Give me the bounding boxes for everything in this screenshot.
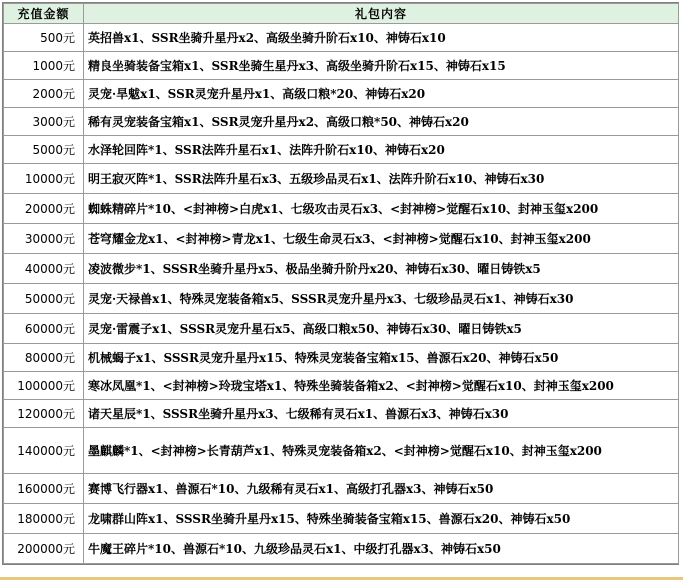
- amount-cell: 60000元: [4, 314, 84, 344]
- amount-cell: 200000元: [4, 534, 84, 564]
- content-cell: 水泽轮回阵*1、SSR法阵升星石x1、法阵升阶石x10、神铸石x20: [84, 136, 679, 164]
- content-cell: 凌波微步*1、SSSR坐骑升星丹x5、极品坐骑升阶丹x20、神铸石x30、曜日铸铁x5: [84, 254, 679, 284]
- amount-cell: 80000元: [4, 344, 84, 372]
- content-cell: 灵宠·雷震子x1、SSSR灵宠升星石x5、高级口粮x50、神铸石x30、曜日铸铁x5: [84, 314, 679, 344]
- content-cell: 稀有灵宠装备宝箱x1、SSR灵宠升星丹x2、高级口粮*50、神铸石x20: [84, 108, 679, 136]
- table-row: [4, 224, 679, 254]
- gift-pack-table-container: [2, 2, 679, 565]
- content-cell: 龙啸群山阵x1、SSSR坐骑升星丹x15、特殊坐骑装备宝箱x15、兽源石x20、神铸石x50: [84, 504, 679, 534]
- table-row: [4, 164, 679, 194]
- table-row: [4, 136, 679, 164]
- amount-cell: 180000元: [4, 504, 84, 534]
- content-cell: 赛博飞行器x1、兽源石*10、九级稀有灵石x1、高级打孔器x3、神铸石x50: [84, 474, 679, 504]
- amount-cell: 500元: [4, 24, 84, 52]
- amount-cell: 50000元: [4, 284, 84, 314]
- table-row: [4, 194, 679, 224]
- table-row: [4, 52, 679, 80]
- content-cell: 牛魔王碎片*10、兽源石*10、九级珍品灵石x1、中级打孔器x3、神铸石x50: [84, 534, 679, 564]
- amount-cell: 160000元: [4, 474, 84, 504]
- amount-cell: 40000元: [4, 254, 84, 284]
- header-amount: 充值金额: [4, 4, 84, 24]
- table-row: [4, 314, 679, 344]
- amount-cell: 10000元: [4, 164, 84, 194]
- table-row: [4, 108, 679, 136]
- content-cell: 灵宠·旱魃x1、SSR灵宠升星丹x1、高级口粮*20、神铸石x20: [84, 80, 679, 108]
- table-row: [4, 80, 679, 108]
- table-row: [4, 534, 679, 564]
- content-cell: 寒冰凤凰*1、<封神榜>玲珑宝塔x1、特殊坐骑装备箱x2、<封神榜>觉醒石x10、封神玉玺x200: [84, 372, 679, 400]
- table-row: [4, 400, 679, 428]
- amount-cell: 120000元: [4, 400, 84, 428]
- content-cell: 英招兽x1、SSR坐骑升星丹x2、高级坐骑升阶石x10、神铸石x10: [84, 24, 679, 52]
- table-row: [4, 428, 679, 474]
- table-row: [4, 24, 679, 52]
- table-header-row: [4, 4, 679, 24]
- table-row: [4, 254, 679, 284]
- content-cell: 机械蝎子x1、SSSR灵宠升星丹x15、特殊灵宠装备宝箱x15、兽源石x20、神铸石x50: [84, 344, 679, 372]
- table-row: [4, 344, 679, 372]
- amount-cell: 1000元: [4, 52, 84, 80]
- table-row: [4, 284, 679, 314]
- amount-cell: 140000元: [4, 428, 84, 474]
- content-cell: 蜘蛛精碎片*10、<封神榜>白虎x1、七级攻击灵石x3、<封神榜>觉醒石x10、封神玉玺x200: [84, 194, 679, 224]
- content-cell: 苍穹耀金龙x1、<封神榜>青龙x1、七级生命灵石x3、<封神榜>觉醒石x10、封神玉玺x200: [84, 224, 679, 254]
- content-cell: 灵宠·天禄兽x1、特殊灵宠装备箱x5、SSSR灵宠升星丹x3、七级珍品灵石x1、神铸石x30: [84, 284, 679, 314]
- table-row: [4, 372, 679, 400]
- amount-cell: 2000元: [4, 80, 84, 108]
- amount-cell: 100000元: [4, 372, 84, 400]
- header-content: 礼包内容: [84, 4, 679, 24]
- table-row: [4, 504, 679, 534]
- content-cell: 诸天星辰*1、SSSR坐骑升星丹x3、七级稀有灵石x1、兽源石x3、神铸石x30: [84, 400, 679, 428]
- amount-cell: 20000元: [4, 194, 84, 224]
- gift-pack-table: [3, 3, 679, 564]
- content-cell: 墨麒麟*1、<封神榜>长青葫芦x1、特殊灵宠装备箱x2、<封神榜>觉醒石x10、封神玉玺x200: [84, 428, 679, 474]
- content-cell: 明王寂灭阵*1、SSR法阵升星石x3、五级珍品灵石x1、法阵升阶石x10、神铸石x30: [84, 164, 679, 194]
- table-row: [4, 474, 679, 504]
- amount-cell: 5000元: [4, 136, 84, 164]
- content-cell: 精良坐骑装备宝箱x1、SSR坐骑生星丹x3、高级坐骑升阶石x15、神铸石x15: [84, 52, 679, 80]
- amount-cell: 30000元: [4, 224, 84, 254]
- amount-cell: 3000元: [4, 108, 84, 136]
